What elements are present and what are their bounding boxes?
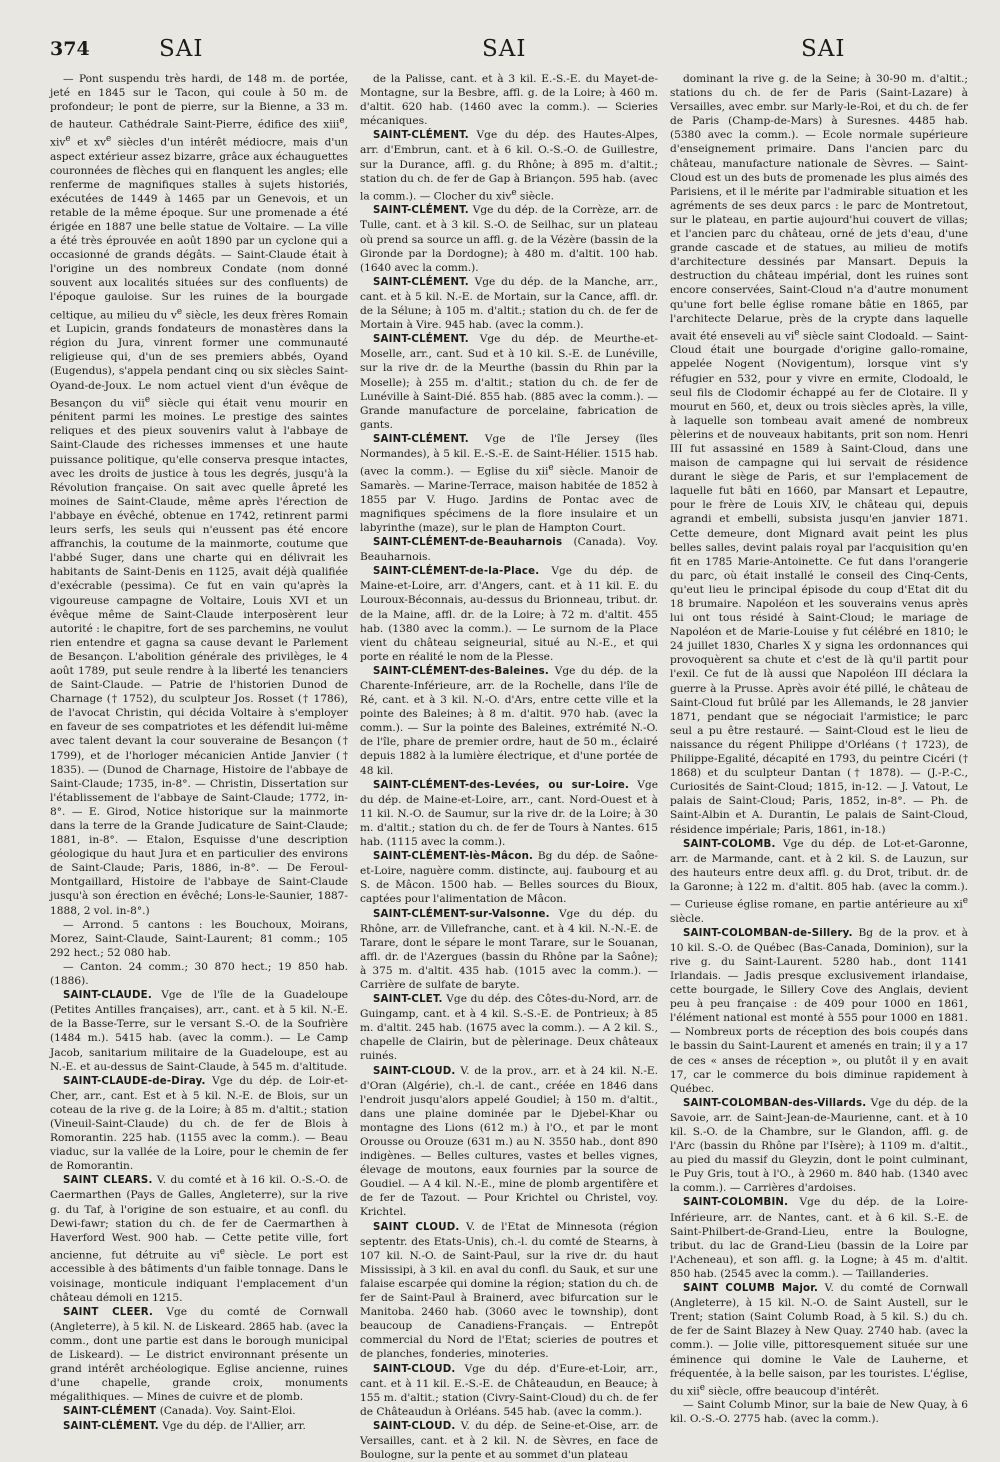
page-header: [50, 34, 974, 68]
dictionary-entry: SAINT-CLÉMENT-sur-Valsonne. Vge du dép. du Rhône, arr. de Villefranche, cant. et à 4 kil. N.-N.-E. de Tarare, dont le sépare le mont Tarare, sur le Souanan, affl. dr. de l'Azergues (bassin du Rhône par la Saône); à 375 m. d'altit. 435 hab. (1015 avec la comm.). — Carrière de sulfate de baryte.: [360, 907, 658, 991]
running-head-right: SAI: [801, 36, 846, 62]
dictionary-entry: SAINT-CLÉMENT. Vge du dép. de la Corrèze, arr. de Tulle, cant. et à 3 kil. S.-O. de Seilhac, sur un plateau où prend sa source un affl. g. de la Vézère (bassin de la Gironde par la Dordogne); à 480 m. d'altit. 100 hab. (1640 avec la comm.).: [360, 204, 658, 274]
column-left: [50, 72, 348, 1433]
dictionary-entry: SAINT-CLÉMENT-de-Beauharnois (Canada). Voy. Beauharnois.: [360, 536, 658, 564]
running-head-left: SAI: [159, 36, 204, 62]
dictionary-entry: — Saint Columb Minor, sur la baie de New Quay, à 6 kil. O.-S.-O. 2775 hab. (avec la comm.).: [670, 1399, 968, 1426]
dictionary-entry: SAINT-COLOMBIN. Vge du dép. de la Loire-Inférieure, arr. de Nantes, cant. et à 6 kil. S.-E. de Saint-Philbert-de-Grand-Lieu, entre la Boulogne, tribut. du lac de Grand-Lieu (bassin de la Loire par l'Acheneau), et son affl. g. la Logne; à 45 m. d'altit. 850 hab. (2545 avec la comm.). — Taillanderies.: [670, 1196, 968, 1280]
dictionary-entry: SAINT-CLAUDE. Vge de l'île de la Guadeloupe (Petites Antilles françaises), arr., cant. et à 5 kil. N.-E. de la Basse-Terre, sur le versant S.-O. de la Soufrière (1484 m.). 5415 hab. (avec la comm.). — Le Camp Jacob, sanitarium militaire de la Guadeloupe, est au N.-E. et au-dessus de Saint-Claude, à 545 m. d'altitude.: [50, 989, 348, 1073]
dictionary-entry: SAINT-CLOUD. V. du dép. de Seine-et-Oise, arr. de Versailles, cant. et à 2 kil. N. de Sèvres, en face de Boulogne, sur la pente et au sommet d'un plateau: [360, 1419, 658, 1462]
dictionary-entry: SAINT-COLOMB. Vge du dép. de Lot-et-Garonne, arr. de Marmande, cant. et à 2 kil. S. de Lauzun, sur des hauteurs entre deux affl. g. du Drot, tribut. dr. de la Garonne; à 122 m. d'altit. 805 hab. (avec la comm.). — Curieuse église romane, en partie antérieure au $xi^e$ siècle.: [670, 837, 968, 925]
dictionary-entry: — Arrond. 5 cantons : les Bouchoux, Moirans, Morez, Saint-Claude, Saint-Laurent; 81 comm.; 105 292 hect.; 52 080 hab.: [50, 918, 348, 959]
page-number: 374: [50, 38, 90, 60]
dictionary-entry: SAINT-CLAUDE-de-Diray. Vge du dép. de Loir-et-Cher, arr., cant. Est et à 5 kil. N.-E. de Blois, sur un coteau de la rive g. de la Loire; à 85 m. d'altit.; station (Vineuil-Saint-Claude) du ch. de fer de Blois à Romorantin. 225 hab. (1155 avec la comm.). — Beau viaduc, sur la vallée de la Loire, pour le chemin de fer de Romorantin.: [50, 1074, 348, 1173]
dictionary-entry: SAINT-CLÉMENT. Vge du dép. de Meurthe-et-Moselle, arr., cant. Sud et à 10 kil. S.-E. de Lunéville, sur la rive dr. de la Meurthe (bassin du Rhin par la Moselle); à 255 m. d'altit.; station du ch. de fer de Lunéville à Saint-Dié. 855 hab. (885 avec la comm.). — Grande manufacture de porcelaine, fabrication de gants.: [360, 333, 658, 431]
dictionary-entry: — Pont suspendu très hardi, de 148 m. de portée, jeté en 1845 sur le Tacon, qui coule à 50 m. de profondeur; le pont de pierre, sur la Bienne, a 33 m. de hauteur. Cathédrale Saint-Pierre, édifice des xiii$^e$, xiv$^e$ et $xv^e$ siècles d'un intérêt médiocre, mais d'un aspect extérieur assez bizarre, grâce aux échauguettes couronnées de flèches qui en flanquent les angles; elle renferme de magnifiques stalles à sujets historiés, exécutées de 1449 à 1465 par un Genevois, et un retable de la même époque. Sur une promenade a été érigée en 1887 une belle statue de Voltaire. — La ville a été très éprouvée en août 1890 par un cyclone qui a occasionné de grands dégâts. — Saint-Claude était à l'origine un des nombreux Condate (nom donné souvent aux localités situées sur des confluents) de l'époque gauloise. Sur les ruines de la bourgade celtique, au milieu du $v^e$ siècle, les deux frères Romain et Lupicin, grands fondateurs de monastères dans la région du Jura, vinrent former une communauté religieuse qui, d'un de ses premiers abbés, Oyand (Eugendus), s'appela pendant cinq ou six siècles Saint-Oyand-de-Joux. Le nom actuel vient d'un évêque de Besançon du vii$^e$ siècle qui était venu mourir en pénitent parmi les moines. Le prestige des saintes reliques et des pieux souvenirs valut à l'abbaye de Saint-Claude des richesses immenses et une haute puissance politique, qu'elle conserva presque intactes, avec les droits de justice à tous les degrés, jusqu'à la Révolution française. On sait avec quelle âpreté les moines de Saint-Claude, même après l'érection de l'abbaye en évêché, obtenue en 1742, retinrent parmi leurs serfs, les seuls qui n'eussent pas été encore affranchis, la coutume de la mainmorte, coutume que l'abbé Suger, dans une charte qui en délivrait les habitants de Saint-Denis en 1125, avait déjà qualifiée d'exécrable (pessima). Ce fut en vain qu'après la vigoureuse campagne de Voltaire, Louis XVI et un évêque même de Saint-Claude interposèrent leur autorité : le chapitre, fort de ses parchemins, ne voulut rien entendre et gagna sa cause devant le Parlement de Besançon. L'abolition générale des privilèges, le 4 août 1789, put seule rendre à la liberté les tenanciers de Saint-Claude. — Patrie de l'historien Dunod de Charnage († 1752), du sculpteur Jos. Rosset († 1786), de l'avocat Christin, qui décida Voltaire à s'employer en faveur de ses compatriotes et les défendit lui-même avec talent devant la cour souveraine de Besançon († 1799), et de l'horloger mécanicien Antide Janvier († 1835). — (Dunod de Charnage, Histoire de l'abbaye de Saint-Claude; 1735, in-8°. — Christin, Dissertation sur l'établissement de l'abbaye de Saint-Claude; 1772, in-8°. — E. Girod, Notice historique sur la mainmorte dans la terre de la Grande Judicature de Saint-Claude; 1881, in-8°. — Etalon, Esquisse d'une description géologique du haut Jura et en particulier des environs de Saint-Claude; Paris, 1886, in-8°. — De Feroul-Montgaillard, Histoire de l'abbaye de Saint-Claude jusqu'à son érection en évêché; Lons-le-Saunier, 1887-1888, 2 vol. in-8°.): [50, 73, 348, 917]
dictionary-entry: SAINT-CLÉMENT. Vge du dép. de la Manche, arr., cant. et à 5 kil. N.-E. de Mortain, sur la Cance, affl. dr. de la Sélune; à 105 m. d'altit.; station du ch. de fer de Mortain à Vire. 945 hab. (avec la comm.).: [360, 275, 658, 332]
dictionary-entry: — Canton. 24 comm.; 30 870 hect.; 19 850 hab. (1886).: [50, 960, 348, 988]
dictionary-entry: SAINT-COLOMBAN-de-Sillery. Bg de la prov. et à 10 kil. S.-O. de Québec (Bas-Canada, Dominion), sur la rive g. du Saint-Laurent. 5280 hab., dont 1141 Irlandais. — Jadis presque exclusivement irlandaise, cette bourgade, le Sillery Cove des Anglais, devient peu à peu française : de 409 pour 1000 en 1861, l'élément national est monté à 555 pour 1000 en 1881. — Nombreux ports de réception des bois coupés dans le bassin du Saint-Laurent et amenés en train; il y a 17 de ces « anses de réception », ou plutôt il y en avait 17, car le commerce du bois diminue rapidement à Québec.: [670, 926, 968, 1095]
dictionary-entry: SAINT CLOUD. V. de l'Etat de Minnesota (région septentr. des Etats-Unis), ch.-l. du comté de Stearns, à 107 kil. N.-O. de Saint-Paul, sur la rive dr. du haut Mississipi, à 3 kil. en aval du confl. du Sauk, et sur une falaise escarpée qui domine la région; station du ch. de fer de Saint-Paul à Brainerd, avec bifurcation sur le Manitoba. 2460 hab. (3060 avec le township), dont beaucoup de Canadiens-Français. — Entrepôt commercial du Nord de l'Etat; scieries de poutres et de planches, fonderies, minoteries.: [360, 1220, 658, 1361]
dictionary-entry: SAINT CLEARS. V. du comté et à 16 kil. O.-S.-O. de Caermarthen (Pays de Galles, Angleterre), sur la rive g. du Taf, à l'origine de son estuaire, et au confl. du Dewi-fawr; station du ch. de fer de Caermarthen à Haverford West. 900 hab. — Cette petite ville, fort ancienne, fut détruite au $vi^e$ siècle. Le port est accessible à des bâtiments d'un faible tonnage. Dans le voisinage, monticule indiquant l'emplacement d'un château démoli en 1215.: [50, 1174, 348, 1304]
dictionary-entry: SAINT-CLÉMENT. Vge du dép. de l'Allier, arr.: [63, 1420, 306, 1433]
dictionary-entry: dominant la rive g. de la Seine; à 30-90 m. d'altit.; stations du ch. de fer de Paris (Saint-Lazare) à Versailles, avec embr. sur Marly-le-Roi, et du ch. de fer de Paris (Champ-de-Mars) à Suresnes. 4485 hab. (5380 avec la comm.). — Ecole normale supérieure d'enseignement primaire. Dans l'ancien parc du château, manufacture nationale de Sèvres. — Saint-Cloud est un des buts de promenade les plus aimés des Parisiens, et il le mérite par l'admirable situation et les agréments de ses deux parcs : le parc de Montretout, sur le plateau, en partie aujourd'hui couvert de villas; et l'ancien parc du château, orné de jets d'eau, d'une grande cascade et de statues, au milieu de motifs d'architecture dessinés par Mansart. Depuis la destruction du château impérial, dont les ruines sont encore conservées, Saint-Cloud n'a d'autre monument qu'une fort belle église romane bâtie en 1865, par l'architecte Delarue, près de la crypte dans laquelle avait été enseveli au $vi^e$ siècle saint Clodoald. — Saint-Cloud était une bourgade d'origine gallo-romaine, appelée Nogent (Novigentum), lorsque vint s'y réfugier en 532, pour y vivre en ermite, Clodoald, le seul fils de Clodomir échappé au fer de Clotaire. Il y mourut en 560, et, deux ou trois siècles après, la ville, à laquelle son tombeau avait amené de nombreux pèlerins et de nouveaux habitants, prit son nom. Henri III fut assassiné en 1589 à Saint-Cloud, dans une maison de campagne qui lui servait de résidence durant le siège de Paris, et sur l'emplacement de laquelle fut bâti en 1660, par Mansart et Lepautre, pour le frère de Louis XIV, le château qui, depuis agrandi et embelli, subsista jusqu'en janvier 1871. Cette demeure, dont Mignard avait peint les plus belles salles, devint palais royal par l'acquisition qu'en fit en 1785 Marie-Antoinette. Ce fut dans l'orangerie du parc, où était installé le conseil des Cinq-Cents, qu'eut lieu le principal épisode du coup d'Etat dit du 18 brumaire. Napoléon et les souverains venus après lui ont tous résidé à Saint-Cloud; le mariage de Napoléon et de Marie-Louise y fut célébré en 1810; le 24 juillet 1830, Charles X y signa les ordonnances qui provoquèrent sa chute et c'est de là qu'il partit pour l'exil. Ce fut de là aussi que Napoléon III déclara la guerre à la Prusse. Après avoir été pillé, le château de Saint-Cloud fut brûlé par les Allemands, le 28 janvier 1871, pendant que se négociait l'armistice; le parc seul a pu être restauré. — Saint-Cloud est le lieu de naissance du régent Philippe d'Orléans († 1723), de Philippe-Egalité, décapité en 1793, du peintre Cicéri († 1868) et du sculpteur Dantan († 1878). — (J.-P.-C., Curiosités de Saint-Cloud; 1815, in-12. — J. Vatout, Le palais de Saint-Cloud; Paris, 1852, in-8°. — Ph. de Saint-Albin et A. Durantin, Le palais de Saint-Cloud, résidence impériale; Paris, 1861, in-18.): [670, 73, 969, 836]
dictionary-entry: SAINT-CLÉMENT-de-la-Place. Vge du dép. de Maine-et-Loire, arr. d'Angers, cant. et à 11 kil. E. du Louroux-Béconnais, au-dessus du Brionneau, tribut. dr. de la Maine, affl. dr. de la Loire; à 72 m. d'altit. 455 hab. (1380 avec la comm.). — Le surnom de la Place vient du château seigneurial, situé au N.-E., et qui porte en réalité le nom de la Plesse.: [360, 565, 658, 663]
column-middle: [360, 72, 658, 1462]
dictionary-entry: SAINT-CLOUD. Vge du dép. d'Eure-et-Loir, arr., cant. et à 11 kil. E.-S.-E. de Châteaudun, en Beauce; à 155 m. d'altit.; station (Civry-Saint-Cloud) du ch. de fer de Châteaudun à Orléans. 545 hab. (avec la comm.).: [360, 1362, 658, 1418]
dictionary-entry: SAINT CLEER. Vge du comté de Cornwall (Angleterre), à 5 kil. N. de Liskeard. 2865 hab. (avec la comm., dont une partie est dans le borough municipal de Liskeard). — Le district environnant présente un grand intérêt archéologique. Eglise ancienne, ruines d'une chapelle, grande croix, monuments mégalithiques. — Mines de cuivre et de plomb.: [50, 1305, 348, 1404]
dictionary-entry: SAINT-CLÉMENT-des-Baleines. Vge du dép. de la Charente-Inférieure, arr. de la Rochelle, dans l'île de Ré, cant. et à 3 kil. N.-O. d'Ars, entre cette ville et la pointe des Baleines; à 8 m. d'altit. 970 hab. (avec la comm.). — Sur la pointe des Baleines, extrémité N.-O. de l'île, phare de premier ordre, haut de 50 m., éclairé depuis 1882 à la lumière électrique, et d'une portée de 48 kil.: [360, 664, 658, 777]
dictionary-entry: SAINT-COLOMBAN-des-Villards. Vge du dép. de la Savoie, arr. de Saint-Jean-de-Maurienne, cant. et à 10 kil. S.-O. de la Chambre, sur le Glandon, affl. g. de l'Arc (bassin du Rhône par l'Isère); à 1109 m. d'altit., au pied du massif du Gleyzin, dont le point culminant, le Puy Gris, tout à l'O., à 2960 m. 840 hab. (1340 avec la comm.). — Carrières d'ardoises.: [670, 1096, 968, 1195]
dictionary-entry: SAINT-CLÉMENT. Vge de l'île Jersey (îles Normandes), à 5 kil. E.-S.-E. de Saint-Hélier. 1515 hab. (avec la comm.). — Eglise du xii$^e$ siècle. Manoir de Samarès. — Marine-Terrace, maison habitée de 1852 à 1855 par V. Hugo. Jardins de Pontac avec de magnifiques spécimens de la flore insulaire et un labyrinthe (maze), sur le plan de Hampton Court.: [360, 432, 658, 534]
dictionary-entry: SAINT-CLÉMENT. Vge du dép. des Hautes-Alpes, arr. d'Embrun, cant. et à 6 kil. O.-S.-O. de Guillestre, sur la Durance, affl. g. du Rhône; à 895 m. d'altit.; station du ch. de fer de Gap à Briançon. 595 hab. (avec la comm.). — Clocher du xiv$^e$ siècle.: [360, 129, 658, 203]
dictionary-entry: SAINT COLUMB Major. V. du comté de Cornwall (Angleterre), à 15 kil. N.-O. de Saint Austell, sur le Trent; station (Saint Columb Road, à 5 kil. S.) du ch. de fer de Saint Blazey à New Quay. 2740 hab. (avec la comm.). — Jolie ville, pittoresquement située sur une éminence qui domine le Vale de Lauherne, et fréquentée, à la belle saison, par les touristes. L'église, du xii$^e$ siècle, offre beaucoup d'intérêt.: [670, 1282, 969, 1398]
dictionary-entry: SAINT-CLET. Vge du dép. des Côtes-du-Nord, arr. de Guingamp, cant. et à 4 kil. S.-S.-E. de Pontrieux; à 85 m. d'altit. 245 hab. (1675 avec la comm.). — A 2 kil. S., chapelle de Clairin, but de pèlerinage. Deux châteaux ruinés.: [360, 993, 658, 1063]
dictionary-entry: de la Palisse, cant. et à 3 kil. E.-S.-E. du Mayet-de-Montagne, sur la Besbre, affl. g. de la Loire; à 460 m. d'altit. 620 hab. (1460 avec la comm.). — Scieries mécaniques.: [360, 73, 658, 128]
dictionary-entry: SAINT-CLOUD. V. de la prov., arr. et à 24 kil. N.-E. d'Oran (Algérie), ch.-l. de cant., créée en 1846 dans l'endroit jusqu'alors appelé Goudiel; à 150 m. d'altit., dans une plaine dominée par le Djebel-Khar ou montagne des Lions (612 m.) à l'O., et par le mont Orousse ou Orouze (631 m.) au N. 3550 hab., dont 890 indigènes. — Belles cultures, vastes et belles vignes, élevage de moutons, eaux fournies par la source de Goudiel. — A 4 kil. N.-E., mine de plomb argentifère et de fer de Tazout. — Pour Krichtel ou Christel, voy. Krichtel.: [360, 1064, 658, 1219]
dictionary-entry: SAINT-CLÉMENT (Canada). Voy. Saint-Eloi.: [63, 1405, 296, 1418]
dictionary-entry: SAINT-CLÉMENT-lès-Mâcon. Bg du dép. de Saône-et-Loire, naguère comm. distincte, auj. faubourg et au S. de Mâcon. 1500 hab. — Belles sources du Bioux, captées pour l'alimentation de Mâcon.: [360, 850, 658, 906]
dictionary-entry: SAINT-CLÉMENT-des-Levées, ou sur-Loire. Vge du dép. de Maine-et-Loire, arr., cant. Nord-Ouest et à 11 kil. N.-O. de Saumur, sur la rive dr. de la Loire; à 30 m. d'altit.; station du ch. de fer de Tours à Nantes. 615 hab. (1115 avec la comm.).: [360, 778, 658, 849]
text-columns: [50, 72, 974, 1462]
column-right: [670, 72, 969, 1426]
running-head-center: SAI: [482, 36, 527, 62]
